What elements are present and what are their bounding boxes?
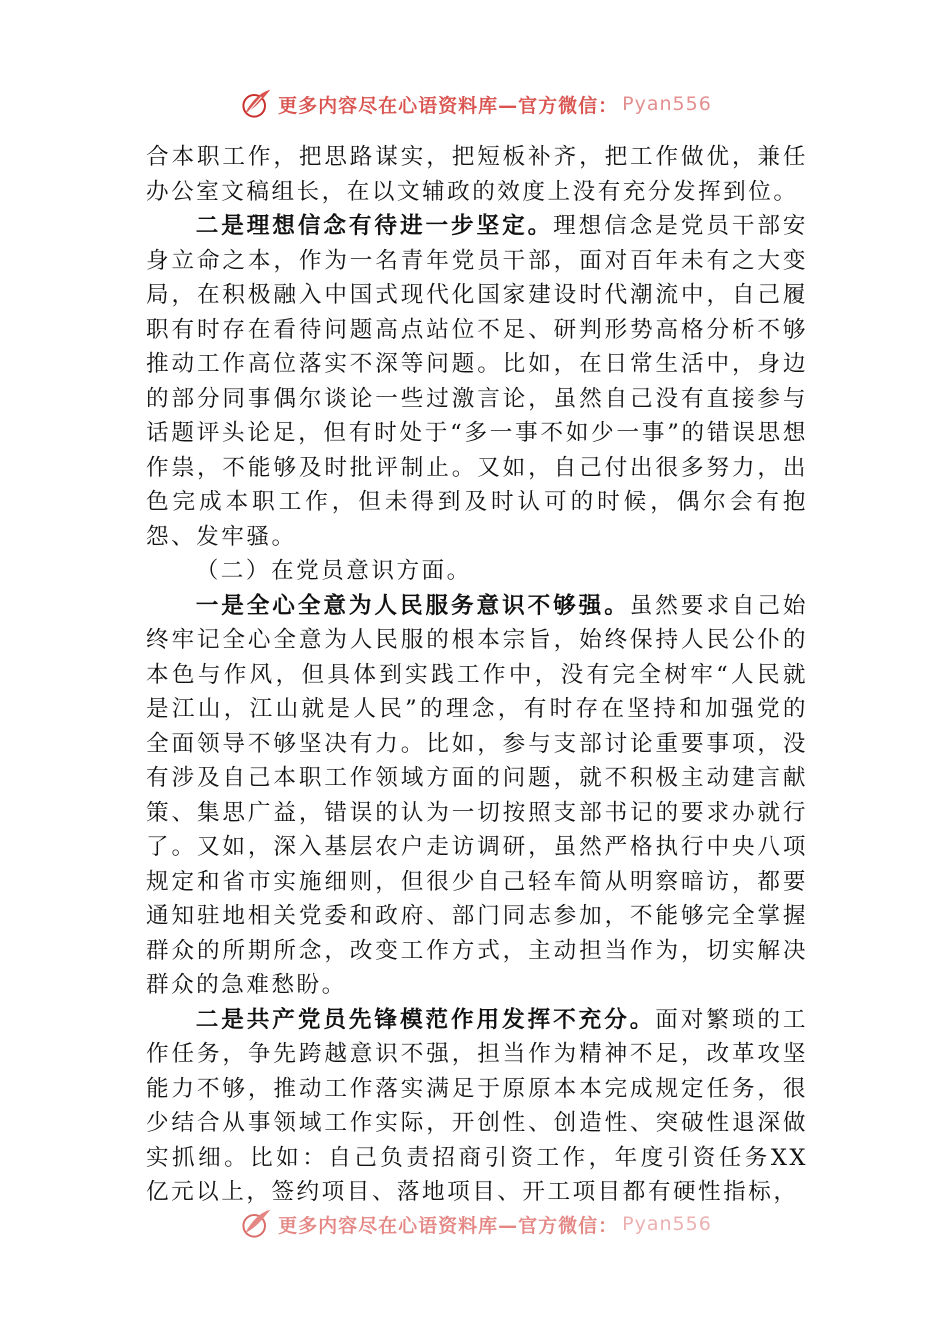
watermark-wechat: Pyan556 [622, 93, 712, 115]
paragraph-4-heading: 二是共产党员先锋模范作用发挥不充分。 [195, 1006, 656, 1033]
section-heading [146, 554, 808, 589]
watermark-footer [0, 1204, 950, 1244]
paragraph-2 [146, 209, 808, 554]
paragraph-4 [146, 1003, 808, 1210]
watermark-header [0, 84, 950, 124]
paragraph-2-text: 理想信念是党员干部安身立命之本，作为一名青年党员干部，面对百年未有之大变局，在积极融入中国式现代化国家建设时代潮流中，自己履职有时存在看待问题高点站位不足、研判形势高格分析不够推动工作高位落实不深等问题。比如，在日常生活中，身边的部分同事偶尔谈论一些过激言论，虽然自己没有直接参与话题评头论足，但有时处于“多一事不如少一事”的错误思想作祟，不能够及时批评制止。又如，自己付出很多努力，出色完成本职工作，但未得到及时认可的时候，偶尔会有抱怨、发牢骚。 [146, 213, 809, 550]
paragraph-2-heading: 二是理想信念有待进一步坚定。 [195, 213, 554, 239]
watermark-text: 更多内容尽在心语资料库—官方微信： [278, 94, 619, 117]
paragraph-3-heading: 一是全心全意为人民服务意识不够强。 [195, 592, 630, 619]
paragraph-3 [146, 589, 808, 1003]
document-body [146, 140, 808, 1210]
watermark-footer-wechat: Pyan556 [622, 1213, 712, 1235]
paragraph-1 [146, 140, 808, 209]
quill-logo-icon [238, 1206, 274, 1242]
section-heading-text: （二）在党员意识方面。 [195, 558, 472, 584]
quill-logo-icon [238, 86, 274, 122]
paragraph-1-text: 合本职工作，把思路谋实，把短板补齐，把工作做优，兼任办公室文稿组长，在以文辅政的效度上没有充分发挥到位。 [146, 144, 808, 205]
watermark-footer-text: 更多内容尽在心语资料库—官方微信： [278, 1214, 619, 1237]
paragraph-3-text: 虽然要求自己始终牢记全心全意为人民服的根本宗旨，始终保持人民公仆的本色与作风，但具体到实践工作中，没有完全树牢“人民就是江山，江山就是人民”的理念，有时存在坚持和加强党的全面领导不够坚决有力。比如，参与支部讨论重要事项，没有涉及自己本职工作领域方面的问题，就不积极主动建言献策、集思广益，错误的认为一切按照支部书记的要求办就行了。又如，深入基层农户走访调研，虽然严格执行中央八项规定和省市实施细则，但很少自己轻车简从明察暗访，都要通知驻地相关党委和政府、部门同志参加，不能够完全掌握群众的所期所念，改变工作方式，主动担当作为，切实解决群众的急难愁盼。 [146, 592, 809, 998]
paragraph-4-text: 面对繁琐的工作任务，争先跨越意识不强，担当作为精神不足，改革攻坚能力不够，推动工作落实满足于原原本本完成规定任务，很少结合从事领域工作实际，开创性、创造性、突破性退深做实抓细。比如：自己负责招商引资工作，年度引资任务XX亿元以上，签约项目、落地项目、开工项目都有硬性指标， [146, 1006, 809, 1205]
